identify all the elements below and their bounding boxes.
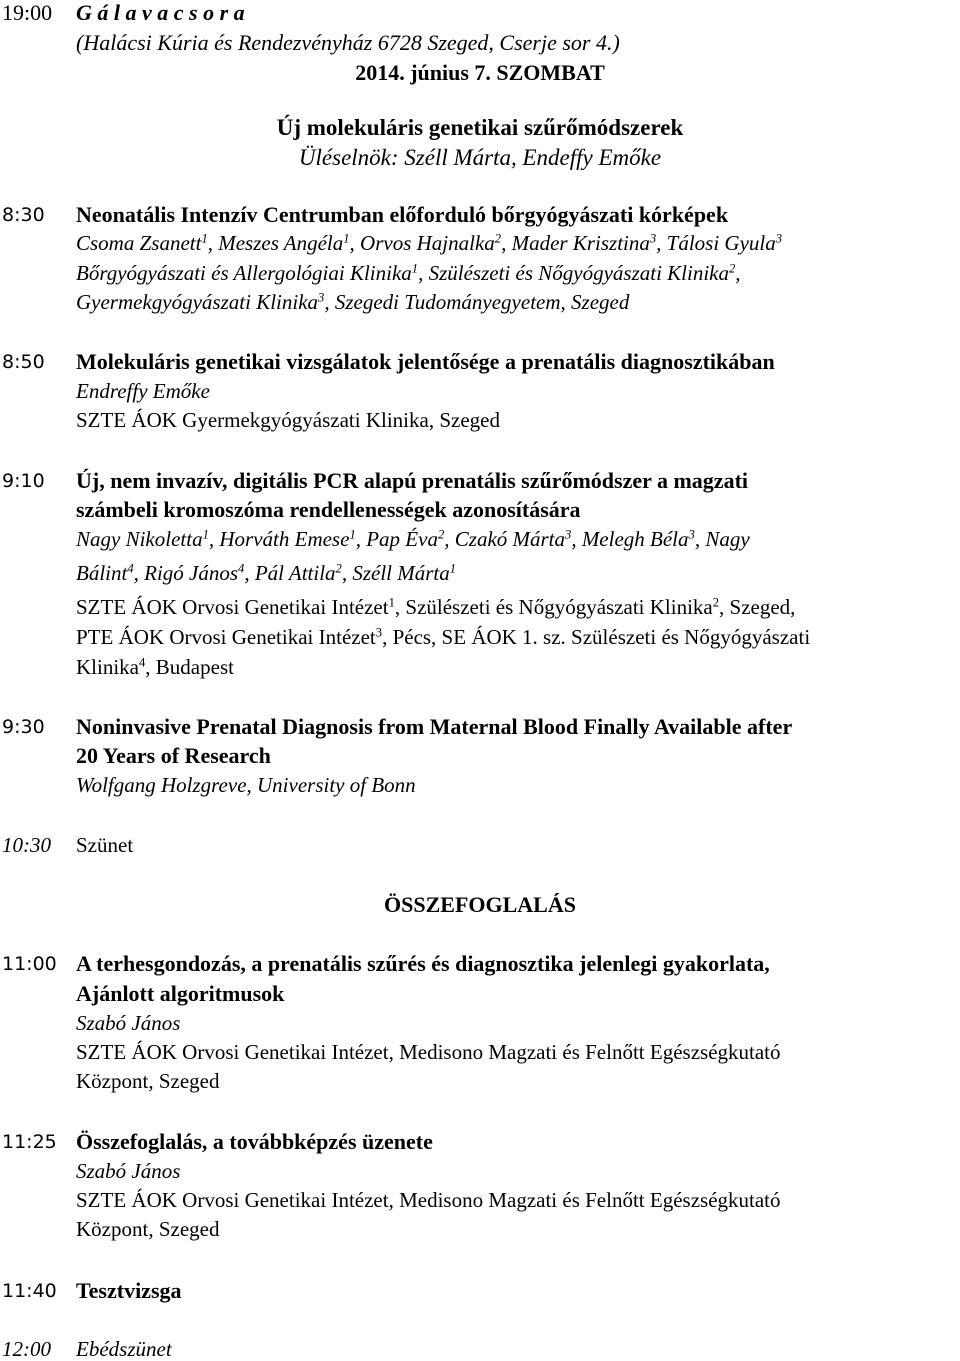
gala-time: 19:00 — [2, 0, 53, 25]
talk-title: Neonatális Intenzív Centrumban előforduló bőrgyógyászati kórképek — [76, 202, 729, 227]
talk-time: 11:25 — [2, 1131, 57, 1153]
talk-time: 11:40 — [2, 1280, 57, 1302]
talk-title: 20 Years of Research — [76, 743, 271, 768]
break-label: Szünet — [76, 833, 134, 857]
session-chairs: Üléselnök: Széll Márta, Endeffy Emőke — [298, 145, 662, 170]
lunch-time: 12:00 — [2, 1337, 51, 1361]
talk-time: 9:30 — [2, 716, 45, 738]
talk-affiliation: Gyermekgyógyászati Klinika$^3$, Szegedi Tudományegyetem, Szeged — [76, 290, 630, 314]
talk-affiliation: SZTE ÁOK Orvosi Genetikai Intézet, Medisono Magzati és Felnőtt Egészségkutató — [76, 1040, 781, 1064]
gala-venue: (Halácsi Kúria és Rendezvényház 6728 Szeged, Cserje sor 4.) — [76, 30, 620, 55]
talk-title: Noninvasive Prenatal Diagnosis from Maternal Blood Finally Available after — [76, 714, 793, 739]
talk-title: számbeli kromoszóma rendellenességek azonosítására — [76, 497, 581, 522]
gala-title: G á l a v a c s o r a — [76, 0, 245, 25]
talk-affiliation: SZTE ÁOK Orvosi Genetikai Intézet, Medisono Magzati és Felnőtt Egészségkutató — [76, 1188, 781, 1212]
summary-heading: ÖSSZEFOGLALÁS — [384, 892, 576, 917]
talk-authors: Nagy Nikoletta$^1$, Horváth Emese$^1$, Pap Éva$^2$, Czakó Márta$^3$, Melegh Béla$^3$, Nagy — [76, 527, 750, 551]
talk-time: 8:30 — [2, 204, 45, 226]
talk-title: Új, nem invazív, digitális PCR alapú prenatális szűrőmódszer a magzati — [76, 468, 749, 493]
talk-authors: Bálint$^4$, Rigó János$^4$, Pál Attila$^2$, Széll Márta$^1$ — [76, 561, 457, 585]
talk-title: Tesztvizsga — [76, 1278, 182, 1303]
talk-title: Molekuláris genetikai vizsgálatok jelentősége a prenatális diagnosztikában — [76, 349, 775, 374]
talk-affiliation: SZTE ÁOK Gyermekgyógyászati Klinika, Szeged — [76, 408, 500, 432]
talk-author: Endreffy Emőke — [76, 379, 210, 403]
talk-affiliation: Bőrgyógyászati és Allergológiai Klinika$^1$, Szülészeti és Nőgyógyászati Klinika$^2$, — [76, 261, 741, 285]
break-time: 10:30 — [2, 833, 51, 857]
talk-authors: Csoma Zsanett$^1$, Meszes Angéla$^1$, Orvos Hajnalka$^2$, Mader Krisztina$^3$, Tálosi Gyula$^3$ — [76, 231, 783, 255]
session-title: Új molekuláris genetikai szűrőmódszerek — [276, 115, 684, 140]
talk-time: 11:00 — [2, 953, 57, 975]
talk-affiliation: Klinika$^4$, Budapest — [76, 655, 234, 679]
talk-author: Szabó János — [76, 1011, 181, 1035]
talk-time: 8:50 — [2, 351, 45, 373]
talk-affiliation: PTE ÁOK Orvosi Genetikai Intézet$^3$, Pécs, SE ÁOK 1. sz. Szülészeti és Nőgyógyászati — [76, 625, 811, 649]
talk-affiliation: Központ, Szeged — [76, 1069, 220, 1093]
talk-author: Szabó János — [76, 1159, 181, 1183]
lunch-label: Ebédszünet — [76, 1337, 172, 1361]
talk-affiliation: SZTE ÁOK Orvosi Genetikai Intézet$^1$, Szülészeti és Nőgyógyászati Klinika$^2$, Szeged, — [76, 595, 796, 619]
day-heading: 2014. június 7. SZOMBAT — [355, 60, 605, 85]
talk-title: Összefoglalás, a továbbképzés üzenete — [76, 1129, 433, 1154]
talk-title: Ajánlott algoritmusok — [76, 981, 285, 1006]
talk-time: 9:10 — [2, 470, 45, 492]
talk-affiliation: Központ, Szeged — [76, 1217, 220, 1241]
talk-author: Wolfgang Holzgreve, University of Bonn — [76, 773, 416, 797]
talk-title: A terhesgondozás, a prenatális szűrés és diagnosztika jelenlegi gyakorlata, — [76, 951, 770, 976]
